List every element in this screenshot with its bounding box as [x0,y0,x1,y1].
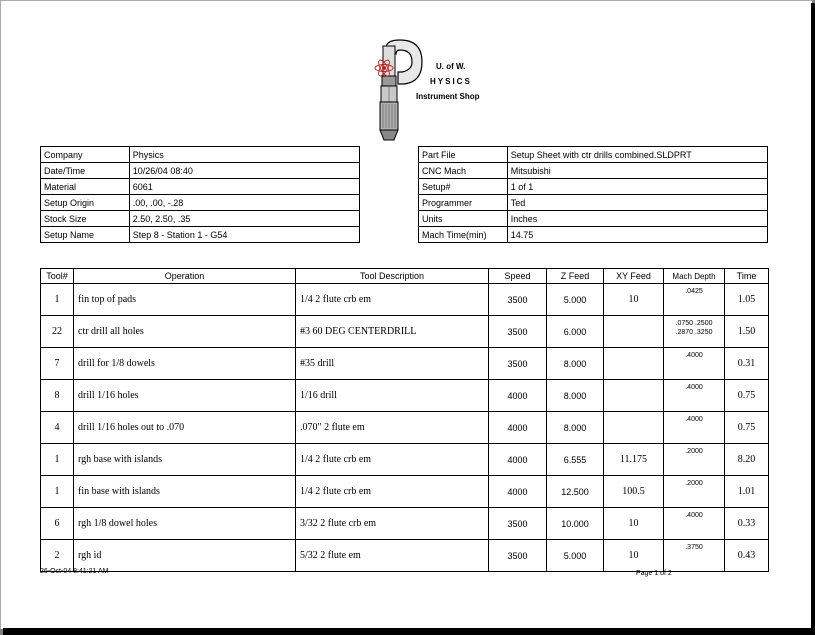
cell-depth [664,284,725,316]
cell-tool: 1 [41,476,74,508]
cell-operation: rgh id [74,540,296,572]
cell-operation: ctr drill all holes [74,316,296,348]
info-value: 6061 [129,179,359,195]
cell-time: 1.50 [725,316,769,348]
cell-description: 1/4 2 flute crb em [296,476,489,508]
depth-line-1: .4000 [685,416,703,423]
info-label: Company [41,147,130,163]
info-label: Setup# [419,179,508,195]
cell-description: 1/16 drill [296,380,489,412]
table-row [41,348,769,380]
info-label: Part File [419,147,508,163]
cell-speed: 4000 [489,444,547,476]
cell-xyfeed [604,380,664,412]
info-value: 14.75 [507,227,767,243]
info-value: Mitsubishi [507,163,767,179]
depth-line-1: .4000 [685,512,703,519]
setup-info-right [418,146,768,243]
cell-xyfeed: 100.5 [604,476,664,508]
cell-description: 3/32 2 flute crb em [296,508,489,540]
cell-description: .070" 2 flute em [296,412,489,444]
info-label: Stock Size [41,211,130,227]
depth-line-1: .4000 [685,352,703,359]
page-number: Page 1 of 2 [636,570,672,577]
info-value: Ted [507,195,767,211]
info-row [419,147,768,163]
cell-speed: 4000 [489,380,547,412]
cell-tool: 8 [41,380,74,412]
cell-speed: 3500 [489,348,547,380]
cell-zfeed: 6.000 [547,316,604,348]
cell-time: 1.05 [725,284,769,316]
info-row [419,163,768,179]
page-shadow-bottom [3,628,815,635]
cell-description: 1/4 2 flute crb em [296,444,489,476]
cell-tool: 2 [41,540,74,572]
info-value: Inches [507,211,767,227]
cell-operation: drill for 1/8 dowels [74,348,296,380]
cell-depth [664,508,725,540]
info-row [41,211,360,227]
cell-zfeed: 6.555 [547,444,604,476]
cell-operation: drill 1/16 holes out to .070 [74,412,296,444]
depth-line-1: .2000 [685,448,703,455]
cell-depth [664,476,725,508]
info-label: Setup Origin [41,195,130,211]
depth-line-1: .2000 [685,480,703,487]
cell-xyfeed: 10 [604,284,664,316]
cell-time: 8.20 [725,444,769,476]
cell-tool: 4 [41,412,74,444]
cell-depth [664,412,725,444]
info-label: Material [41,179,130,195]
cell-operation: rgh base with islands [74,444,296,476]
info-row [419,195,768,211]
cell-tool: 7 [41,348,74,380]
cell-description: 5/32 2 flute em [296,540,489,572]
cell-zfeed: 10.000 [547,508,604,540]
info-row [419,211,768,227]
info-row [419,179,768,195]
cell-zfeed: 8.000 [547,380,604,412]
logo-line-2: HYSICS [430,77,472,86]
cell-zfeed: 8.000 [547,412,604,444]
cell-depth [664,348,725,380]
depth-line-2: .2870 .3250 [675,329,713,336]
col-header-zfeed: Z Feed [547,269,604,284]
cell-description: 1/4 2 flute crb em [296,284,489,316]
table-row [41,508,769,540]
col-header-speed: Speed [489,269,547,284]
cell-tool: 1 [41,444,74,476]
col-header-description: Tool Description [296,269,489,284]
info-label: Units [419,211,508,227]
cell-zfeed: 5.000 [547,540,604,572]
col-header-tool: Tool# [41,269,74,284]
info-value: 2.50, 2.50, .35 [129,211,359,227]
table-row [41,284,769,316]
print-timestamp: 26-Oct-04 8:41:21 AM [40,568,109,575]
table-row [41,412,769,444]
cell-operation: fin base with islands [74,476,296,508]
cell-speed: 4000 [489,412,547,444]
depth-line-1: .3750 [685,544,703,551]
info-row [419,227,768,243]
cell-zfeed: 5.000 [547,284,604,316]
depth-line-1: .0425 [685,288,703,295]
cell-xyfeed: 11.175 [604,444,664,476]
cell-description: #35 drill [296,348,489,380]
cell-xyfeed [604,348,664,380]
page-shadow-right [811,3,815,635]
operations-table [40,268,769,572]
info-value: .00, .00, -.28 [129,195,359,211]
info-row [41,227,360,243]
cell-xyfeed [604,316,664,348]
cell-xyfeed [604,412,664,444]
cell-speed: 3500 [489,316,547,348]
depth-line-1: .0750 .2500 [675,320,713,327]
cell-time: 0.33 [725,508,769,540]
info-label: CNC Mach [419,163,508,179]
cell-speed: 4000 [489,476,547,508]
table-row [41,444,769,476]
info-value: 1 of 1 [507,179,767,195]
cell-depth [664,380,725,412]
cell-speed: 3500 [489,508,547,540]
cell-tool: 6 [41,508,74,540]
depth-line-1: .4000 [685,384,703,391]
cell-operation: drill 1/16 holes [74,380,296,412]
col-header-time: Time [725,269,769,284]
info-row [41,179,360,195]
setup-info-left [40,146,360,243]
info-value: Step 8 - Station 1 - G54 [129,227,359,243]
col-header-operation: Operation [74,269,296,284]
table-row [41,540,769,572]
col-header-depth: Mach Depth [664,269,725,284]
logo-line-1: U. of W. [436,62,466,71]
cell-time: 1.01 [725,476,769,508]
cell-time: 0.75 [725,380,769,412]
cell-operation: rgh 1/8 dowel holes [74,508,296,540]
cell-speed: 3500 [489,540,547,572]
table-row [41,316,769,348]
logo-line-3: Instrument Shop [416,92,480,101]
cell-description: #3 60 DEG CENTERDRILL [296,316,489,348]
cell-time: 0.75 [725,412,769,444]
info-label: Mach Time(min) [419,227,508,243]
cell-tool: 22 [41,316,74,348]
cell-time: 0.43 [725,540,769,572]
info-value: 10/26/04 08:40 [129,163,359,179]
table-header-row [41,269,769,284]
cell-operation: fin top of pads [74,284,296,316]
cell-xyfeed: 10 [604,540,664,572]
info-label: Date/Time [41,163,130,179]
info-label: Setup Name [41,227,130,243]
table-row [41,380,769,412]
info-row [41,163,360,179]
info-label: Programmer [419,195,508,211]
cell-zfeed: 8.000 [547,348,604,380]
cell-time: 0.31 [725,348,769,380]
cell-tool: 1 [41,284,74,316]
info-row [41,147,360,163]
info-row [41,195,360,211]
cell-speed: 3500 [489,284,547,316]
physics-shop-logo [370,38,500,146]
cell-depth [664,444,725,476]
cell-depth [664,540,725,572]
cell-depth [664,316,725,348]
info-value: Setup Sheet with ctr drills combined.SLDPRT [507,147,767,163]
cell-xyfeed: 10 [604,508,664,540]
cell-zfeed: 12.500 [547,476,604,508]
info-value: Physics [129,147,359,163]
col-header-xyfeed: XY Feed [604,269,664,284]
table-row [41,476,769,508]
